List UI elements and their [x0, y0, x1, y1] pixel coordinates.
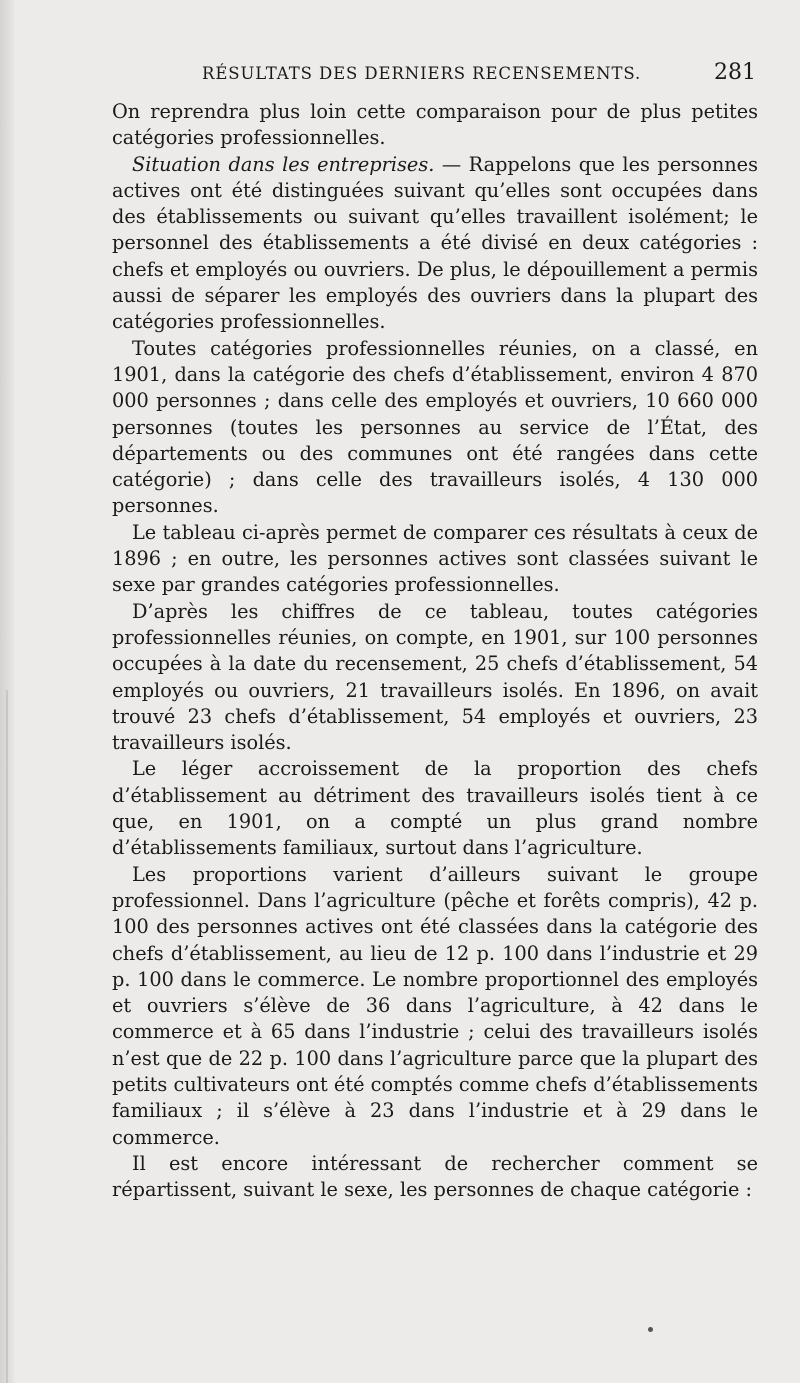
- paragraph-5: [112, 599, 758, 757]
- body-text: [112, 99, 758, 1203]
- page-number: 281: [714, 60, 756, 85]
- paragraph-2: [112, 152, 758, 336]
- paragraph-3-text: Toutes catégories professionnelles réunies, on a classé, en 1901, dans la catégorie des chefs d’établissement, environ 4 870 000 personnes ; dans celle des employés et ouvriers, 10 660 000 personnes (toutes les personnes au service de l’État, des départements ou des communes ont été rangées dans cette catégorie) ; dans celle des travailleurs isolés, 4 130 000 personnes.: [112, 336, 758, 518]
- paragraph-5-text: D’après les chiffres de ce tableau, toutes catégories professionnelles réunies, on compte, en 1901, sur 100 personnes occupées à la date du recensement, 25 chefs d’établissement, 54 employés ou ouvriers, 21 travailleurs isolés. En 1896, on avait trouvé 23 chefs d’établissement, 54 employés et ouvriers, 23 travailleurs isolés.: [112, 599, 758, 755]
- paragraph-8-text: Il est encore intéressant de rechercher comment se répartissent, suivant le sexe, les personnes de chaque catégorie :: [112, 1151, 758, 1202]
- paragraph-1-text: On reprendra plus loin cette comparaison pour de plus petites catégories professionnelles.: [112, 100, 758, 150]
- paragraph-6: [112, 756, 758, 861]
- paragraph-2-text: — Rappelons que les personnes actives ont été distinguées suivant qu’elles sont occupées dans des établissements ou suivant qu’elles travaillent isolément; le personnel des établissements a été divisé en deux catégories : chefs et employés ou ouvriers. De plus, le dépouillement a permis aussi de séparer les employés des ouvriers dans la plupart des catégories professionnelles.: [112, 152, 758, 334]
- ink-dot-mark: [648, 1327, 653, 1332]
- paragraph-1: [112, 99, 758, 152]
- paragraph-8: [112, 1151, 758, 1204]
- paragraph-4-text: Le tableau ci-après permet de comparer ces résultats à ceux de 1896 ; en outre, les personnes actives sont classées suivant le sexe par grandes catégories professionnelles.: [112, 520, 758, 597]
- paragraph-2-lead: Situation dans les entreprises.: [132, 152, 435, 176]
- running-head: [112, 62, 762, 90]
- paragraph-7: [112, 862, 758, 1151]
- paragraph-3: [112, 336, 758, 520]
- paragraph-7-text: Les proportions varient d’ailleurs suivant le groupe professionnel. Dans l’agriculture (pêche et forêts compris), 42 p. 100 des personnes actives ont été classées dans la catégorie des chefs d’établissement, au lieu de 12 p. 100 dans l’industrie et 29 p. 100 dans le commerce. Le nombre proportionnel des employés et ouvriers s’élève de 36 dans l’agriculture, à 42 dans le commerce et à 65 dans l’industrie ; celui des travailleurs isolés n’est que de 22 p. 100 dans l’agriculture parce que la plupart des petits cultivateurs ont été comptés comme chefs d’établissements familiaux ; il s’élève à 23 dans l’industrie et à 29 dans le commerce.: [112, 862, 758, 1149]
- page-edge-line: [6, 690, 8, 1383]
- paragraph-4: [112, 520, 758, 599]
- running-title: RÉSULTATS DES DERNIERS RECENSEMENTS.: [202, 64, 642, 83]
- paragraph-6-text: Le léger accroissement de la proportion des chefs d’établissement au détriment des travailleurs isolés tient à ce que, en 1901, on a compté un plus grand nombre d’établissements familiaux, surtout dans l’agriculture.: [112, 757, 758, 860]
